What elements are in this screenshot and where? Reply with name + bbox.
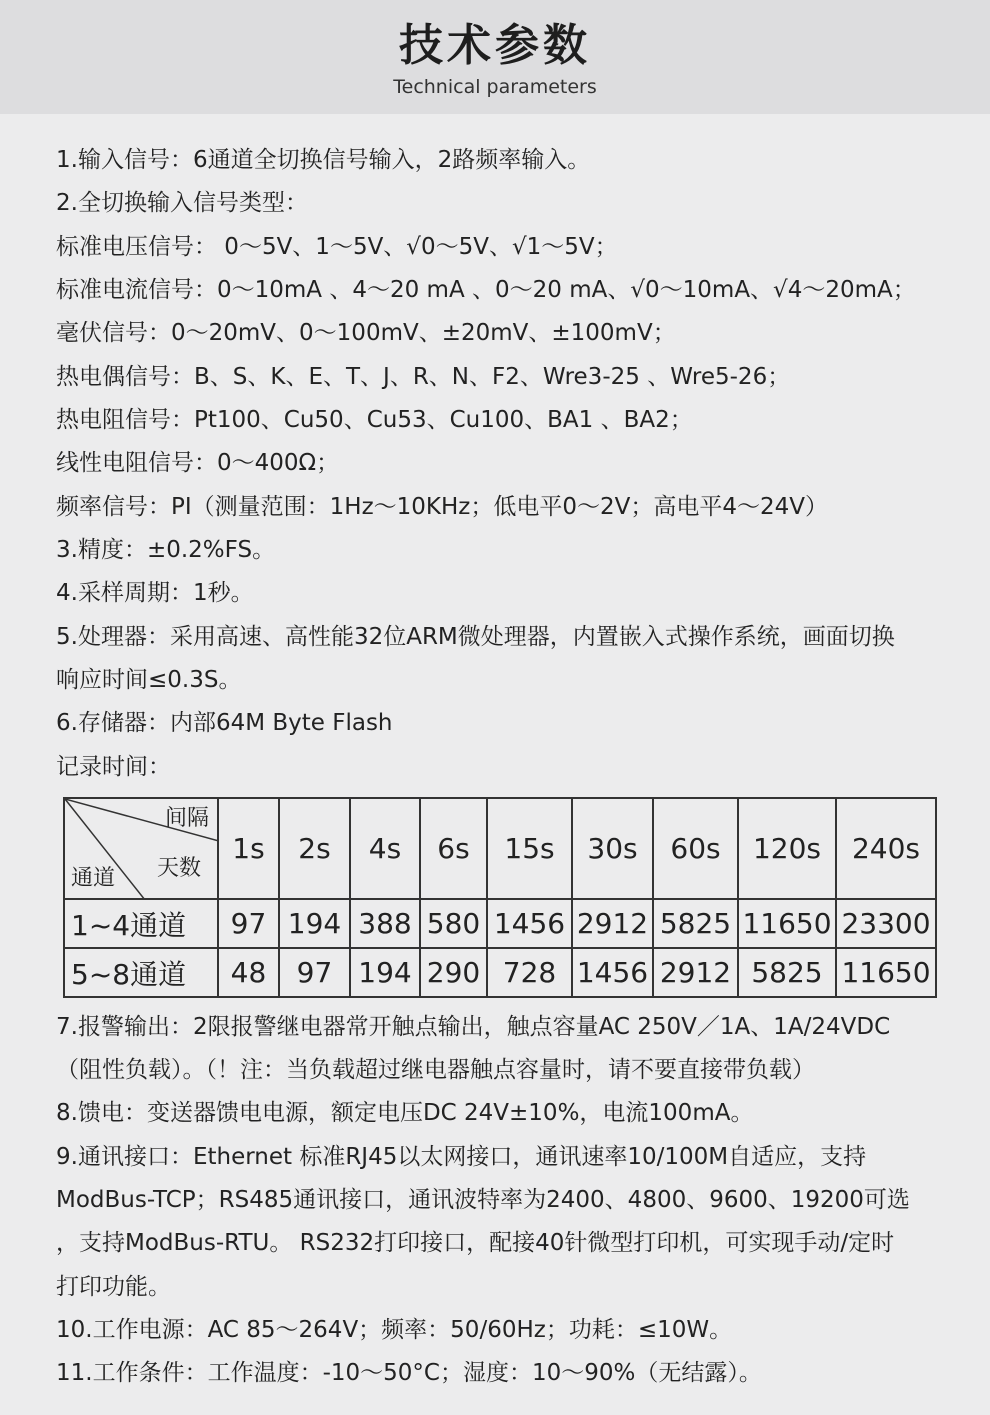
table-cell: 97 bbox=[279, 948, 350, 997]
table-cell: 11650 bbox=[738, 899, 836, 948]
table-row bbox=[64, 899, 936, 948]
interval-header: 6s bbox=[420, 798, 487, 899]
interval-header: 4s bbox=[350, 798, 420, 899]
table-cell: 2912 bbox=[653, 948, 738, 997]
table-cell: 11650 bbox=[836, 948, 936, 997]
param-sampling: 4.采样周期：1秒。 bbox=[56, 580, 254, 606]
page-subtitle: Technical parameters bbox=[393, 76, 597, 98]
table-cell: 194 bbox=[279, 899, 350, 948]
param-voltage: 标准电压信号： 0～5V、1～5V、√0～5V、√1～5V； bbox=[56, 234, 618, 260]
table-cell: 48 bbox=[218, 948, 279, 997]
param-comm-cont1: ModBus-TCP；RS485通讯接口，通讯波特率为2400、4800、9600、19200可选 bbox=[56, 1187, 910, 1213]
param-power: 10.工作电源：AC 85～264V；频率：50/60Hz；功耗：≤10W。 bbox=[56, 1317, 733, 1343]
interval-header: 30s bbox=[572, 798, 653, 899]
param-storage: 6.存储器：内部64M Byte Flash bbox=[56, 710, 393, 736]
param-accuracy: 3.精度：±0.2%FS。 bbox=[56, 537, 276, 563]
param-millivolt: 毫伏信号：0～20mV、0～100mV、±20mV、±100mV； bbox=[56, 320, 676, 346]
table-cell: 580 bbox=[420, 899, 487, 948]
param-comm: 9.通讯接口：Ethernet 标准RJ45以太网接口，通讯速率10/100M自适应，支持 bbox=[56, 1144, 867, 1170]
interval-header: 120s bbox=[738, 798, 836, 899]
param-linear-resistance: 线性电阻信号：0～400Ω； bbox=[56, 450, 340, 476]
header-banner bbox=[0, 0, 990, 114]
table-header-row bbox=[64, 798, 936, 899]
table-cell: 5825 bbox=[653, 899, 738, 948]
table-cell: 1456 bbox=[487, 899, 572, 948]
table-cell: 194 bbox=[350, 948, 420, 997]
param-comm-cont3: 打印功能。 bbox=[56, 1274, 171, 1300]
param-signal-types: 2.全切换输入信号类型： bbox=[56, 190, 308, 216]
interval-header: 15s bbox=[487, 798, 572, 899]
corner-channel-label: 通道 bbox=[71, 866, 116, 891]
param-alarm-cont: （阻性负载）。（！注：当负载超过继电器触点容量时，请不要直接带负载） bbox=[56, 1057, 815, 1083]
table-cell: 1456 bbox=[572, 948, 653, 997]
param-alarm: 7.报警输出：2限报警继电器常开触点输出，触点容量AC 250V／1A、1A/24VDC bbox=[56, 1014, 891, 1040]
table-cell: 728 bbox=[487, 948, 572, 997]
param-comm-cont2: ，支持ModBus-RTU。 RS232打印接口，配接40针微型打印机，可实现手动/定时 bbox=[56, 1230, 895, 1256]
param-input-signal: 1.输入信号：6通道全切换信号输入，2路频率输入。 bbox=[56, 147, 591, 173]
table-cell: 2912 bbox=[572, 899, 653, 948]
param-frequency: 频率信号：PI（测量范围：1Hz～10KHz；低电平0～2V；高电平4～24V） bbox=[56, 494, 829, 520]
interval-header: 60s bbox=[653, 798, 738, 899]
param-processor: 5.处理器：采用高速、高性能32位ARM微处理器，内置嵌入式操作系统，画面切换 bbox=[56, 624, 895, 650]
table-cell: 388 bbox=[350, 899, 420, 948]
corner-days-label: 天数 bbox=[156, 856, 201, 881]
param-record-time: 记录时间： bbox=[56, 754, 171, 780]
param-rtd: 热电阻信号：Pt100、Cu50、Cu53、Cu100、BA1 、BA2； bbox=[56, 407, 693, 433]
table-cell: 5825 bbox=[738, 948, 836, 997]
table-cell: 97 bbox=[218, 899, 279, 948]
table-cell: 23300 bbox=[836, 899, 936, 948]
interval-header: 2s bbox=[279, 798, 350, 899]
corner-interval-label: 间隔 bbox=[164, 806, 209, 831]
param-processor-cont: 响应时间≤0.3S。 bbox=[56, 667, 242, 693]
table-corner-cell bbox=[64, 798, 218, 899]
interval-header: 240s bbox=[836, 798, 936, 899]
param-current: 标准电流信号：0～10mA 、4～20 mA 、0～20 mA、√0～10mA、√4～20mA； bbox=[56, 277, 916, 303]
table-cell: 290 bbox=[420, 948, 487, 997]
row-label: 1~4通道 bbox=[64, 899, 218, 948]
param-conditions: 11.工作条件：工作温度：-10～50°C；湿度：10～90%（无结露）。 bbox=[56, 1360, 762, 1386]
table-row bbox=[64, 948, 936, 997]
param-thermocouple: 热电偶信号：B、S、K、E、T、J、R、N、F2、Wre3-25 、Wre5-26； bbox=[56, 364, 791, 390]
record-time-table bbox=[63, 797, 937, 998]
page-title: 技术参数 bbox=[399, 20, 591, 71]
row-label: 5~8通道 bbox=[64, 948, 218, 997]
interval-header: 1s bbox=[218, 798, 279, 899]
param-feed: 8.馈电：变送器馈电电源，额定电压DC 24V±10%，电流100mA。 bbox=[56, 1100, 754, 1126]
